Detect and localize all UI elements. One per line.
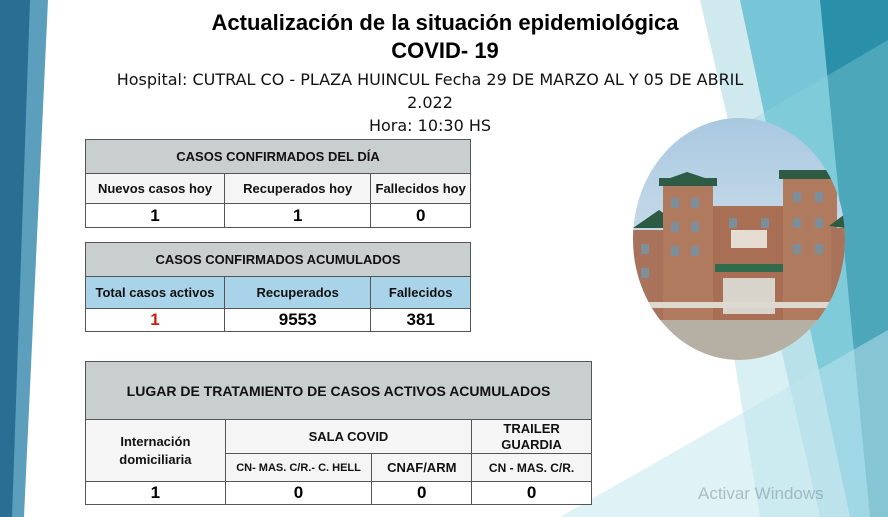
daily-header: CASOS CONFIRMADOS DEL DÍA (86, 140, 471, 174)
daily-col-recovered: Recuperados hoy (225, 174, 371, 204)
daily-value-recovered: 1 (225, 204, 371, 228)
cumulative-col-active: Total casos activos (86, 277, 225, 309)
daily-cases-table (85, 139, 471, 228)
hospital-line: Hospital: CUTRAL CO - PLAZA HUINCUL Fecha 29 DE MARZO AL Y 05 DE ABRIL 2.022 (116, 70, 744, 112)
cumulative-value-deceased: 381 (371, 309, 471, 332)
windows-activation-watermark: Activar Windows (698, 484, 824, 503)
daily-col-deceased: Fallecidos hoy (371, 174, 471, 204)
time-line: Hora: 10:30 HS (368, 116, 492, 135)
cumulative-value-active: 1 (86, 309, 225, 332)
treatment-header: LUGAR DE TRATAMIENTO DE CASOS ACTIVOS ACUMULADOS (86, 362, 592, 420)
treatment-value-sala-1: 0 (225, 482, 372, 505)
cumulative-header: CASOS CONFIRMADOS ACUMULADOS (86, 243, 471, 277)
treatment-col-home: Internación domiciliaria (86, 420, 226, 482)
treatment-value-sala-2: 0 (372, 482, 472, 505)
cumulative-col-recovered: Recuperados (225, 277, 371, 309)
treatment-col-sala-covid: SALA COVID (225, 420, 471, 454)
treatment-subcol-sala-1: CN- MAS. C/R.- C. HELL (225, 454, 372, 482)
daily-col-new: Nuevos casos hoy (86, 174, 225, 204)
page-subtitle: COVID- 19 (391, 38, 499, 63)
cumulative-value-recovered: 9553 (225, 309, 371, 332)
page-title: Actualización de la situación epidemiológica (211, 10, 679, 35)
treatment-value-home: 1 (86, 482, 226, 505)
treatment-subcol-trailer: CN - MAS. C/R. (472, 454, 592, 482)
treatment-value-trailer: 0 (472, 482, 592, 505)
hospital-info (110, 68, 750, 137)
treatment-subcol-sala-2: CNAF/ARM (372, 454, 472, 482)
cumulative-cases-table (85, 242, 471, 332)
treatment-col-trailer: TRAILER GUARDIA (472, 420, 592, 454)
daily-value-new: 1 (86, 204, 225, 228)
daily-value-deceased: 0 (371, 204, 471, 228)
cumulative-col-deceased: Fallecidos (371, 277, 471, 309)
hospital-building-image (633, 118, 845, 360)
treatment-location-table (85, 361, 592, 505)
hospital-photo (633, 118, 845, 360)
